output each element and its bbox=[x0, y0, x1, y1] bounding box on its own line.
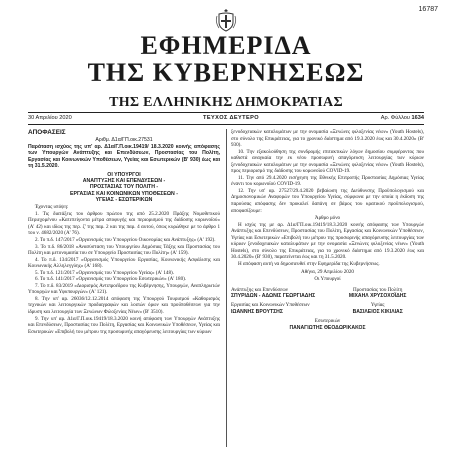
header-rule-bottom bbox=[28, 124, 424, 125]
recital-12: 12. Την υπ' αρ. 27527/29.4.2020 βεβαίωση της Διεύθυνσης Προϋπολογισμού και Δημοσιονομικών Αναφορών του Υπουργείου Υγείας, σύμφωνα με την οποία η έκδοση της παρούσας απόφασης δεν προκαλεί δαπάνη σε βάρος του κρατικού προϋπολογισμού, αποφασίζουμε: bbox=[231, 187, 424, 214]
issue-meta-row bbox=[28, 114, 424, 124]
signature-health: Υγείας ΒΑΣΙΛΕΙΟΣ ΚΙΚΙΛΙΑΣ bbox=[352, 302, 403, 315]
signature-interior: Εσωτερικών ΠΑΝΑΓΙΩΤΗΣ ΘΕΟΔΩΡΙΚΑΚΟΣ bbox=[289, 318, 366, 331]
place-date: Αθήνα, 29 Απριλίου 2020 bbox=[301, 269, 354, 276]
issue-date: 30 Απριλίου 2020 bbox=[28, 115, 72, 121]
signature-block bbox=[231, 287, 424, 331]
recital-9-continued: ξενοδοχειακών καταλυμάτων με την ονομασία «Ξενώνες φιλοξενίας νέων» (Youth Hostels), στο σύνολο της Επικράτειας, για το χρονικό διάστημα από 19.3.2020 έως και 30.4.2020» (Β' 930). bbox=[231, 129, 424, 149]
recital-6: 6. Το π.δ. 141/2017 «Οργανισμός του Υπουργείου Εσωτερικών» (Α' 180). bbox=[35, 276, 187, 283]
having-regard: Έχοντας υπόψη: bbox=[35, 204, 69, 211]
recital-8: 8. Την υπ' αρ. 26036/12.12.2014 απόφαση της Υπουργού Τουρισμού «Καθορισμός τεχνικών και λειτουργικών προδιαγραφών και λοιπών όρων και προϋποθέσεων για την ίδρυση και λειτουργία των Ξενώνων Φιλοξενίας Νέων» (Β' 3510). bbox=[28, 295, 220, 315]
recital-7: 7. Το π.δ. 83/2019 «Διορισμός Αντιπροέδρου της Κυβέρνησης, Υπουργών, Αναπληρωτών Υπουργών και Υφυπουργών» (Α' 121). bbox=[28, 282, 220, 296]
recital-9: 9. Την υπ' αρ. Δ1α/Γ.Π.οικ.19419/18.3.2020 κοινή απόφαση των Υπουργών Ανάπτυξης και Επενδύσεων, Προστασίας του Πολίτη, Εργασίας και Κοινωνικών Υποθέσεων, Υγείας και Εσωτερικών «Επιβολή του μέτρου της προσωρινής απαγόρευσης λειτουργίας των κύριων bbox=[28, 315, 220, 335]
gazette-title bbox=[0, 33, 452, 86]
document-number: Αριθμ. Δ1α/ΓΠ.οικ.27531 bbox=[95, 137, 153, 143]
recital-5: 5. Το π.δ. 121/2017 «Οργανισμός του Υπουργείου Υγείας» (Α' 148). bbox=[35, 269, 174, 276]
header-rule-top bbox=[28, 112, 424, 113]
column-divider bbox=[226, 129, 227, 447]
decision-title: Παράταση ισχύος της υπ' αρ. Δ1α/Γ.Π.οικ.19419/ 18.3.2020 κοινής απόφασης των Υπουργών Ανάπτυξης και Επενδύσεων, Προστασίας του Πολίτη, Εργασίας και Κοινωνικών Υποθέσεων, Υγείας και Εσωτερικών (Β' 930) έως και τη 31.5.2020. bbox=[28, 143, 220, 170]
recital-2: 2. Το π.δ. 147/2017 «Οργανισμός του Υπουργείου Οικονομίας και Ανάπτυξης» (Α' 192). bbox=[35, 236, 216, 243]
recital-11: 11. Την από 29.4.2020 εισήγηση της Εθνικής Επιτροπής Προστασίας Δημόσιας Υγείας έναντι του κορωνοϊού COVID-19. bbox=[231, 174, 424, 188]
issue-series: ΤΕΥΧΟΣ ΔΕΥΤΕΡΟ bbox=[203, 115, 259, 121]
gazette-title-line2: ΤΗΣ ΚΥΒΕΡΝΗΣΕΩΣ bbox=[87, 57, 365, 87]
recital-3: 3. Το π.δ. 86/2018 «Ανασύσταση του Υπουργείου Δημόσιας Τάξης και Προστασίας του Πολίτη και μετονομασία του σε Υπουργείο Προστασίας του Πολίτη» (Α' 159). bbox=[28, 243, 220, 257]
signature-citizen-protection: Προστασίας του Πολίτη ΜΙΧΑΗΛ ΧΡΥΣΟΧΟΪΔΗΣ bbox=[348, 286, 407, 299]
publication-order: Η απόφαση αυτή να δημοσιευθεί στην Εφημερίδα της Κυβερνήσεως. bbox=[238, 260, 380, 267]
recital-1: 1. Τις διατάξεις του άρθρου πρώτου της από 25.2.2020 Πράξης Νομοθετικού Περιεχομένου «Κατεπείγοντα μέτρα αποφυγής και περιορισμού της διάδοσης κορωνοϊού» (Α' 42) και ιδίως της περ. ζ' της παρ. 2 και της παρ. 4 αυτού, όπως κυρώθηκε με το άρθρο 1 του ν. 4682/2020 (Α' 76). bbox=[28, 210, 220, 237]
article-heading: Άρθρο μόνο bbox=[314, 215, 341, 222]
ministers-heading: ΟΙ ΥΠΟΥΡΓΟΙ ΑΝΑΠΤΥΞΗΣ ΚΑΙ ΕΠΕΝΔΥΣΕΩΝ - ΠΡΟΣΤΑΣΙΑΣ ΤΟΥ ΠΟΛΙΤΗ - ΕΡΓΑΣΙΑΣ ΚΑΙ ΚΟΙΝΩΝΙΚΩΝ ΥΠΟΘΕΣΕΩΝ - ΥΓΕΙΑΣ - ΕΣΩΤΕΡΙΚΩΝ bbox=[70, 171, 178, 203]
recital-10: 10. Την εξακολούθηση της συνδρομής επιτακτικών λόγων δημοσίου συμφέροντος που καθιστά αναγκαία την εκ νέου προσωρινή απαγόρευση λειτουργίας των κύριων ξενοδοχειακών καταλυμάτων με την ονομασία «Ξενώνες φιλοξενίας νέων» (Youth Hostels), προς περιορισμό της διάδοσης του κορωνοϊού COVID-19. bbox=[231, 148, 424, 175]
signature-development: Ανάπτυξης και Επενδύσεων ΣΠΥΡΙΔΩΝ - ΑΔΩΝΙΣ ΓΕΩΡΓΙΑΔΗΣ bbox=[231, 286, 316, 299]
ministers-label: Οι Υπουργοί bbox=[314, 276, 341, 283]
gazette-title-line1: ΕΦΗΜΕΡΙΔΑ bbox=[140, 31, 312, 60]
article-text: Η ισχύς της με αρ. Δ1α/ΓΠ.οικ.19419/18.3.2020 κοινής απόφασης των Υπουργών Ανάπτυξης και Επενδύσεων, Προστασίας του Πολίτη, Εργασίας και Κοινωνικών Υποθέσεων, Υγείας και Εσωτερικών «Επιβολή του μέτρου της προσωρινής απαγόρευσης λειτουργίας των κύριων ξενοδοχειακών καταλυμάτων με την ονομασία «Ξενώνες φιλοξενίας νέων» (Youth Hostels), στο σύνολο της Επικράτειας, για το χρονικό διάστημα από 19.3.2020 έως και 30.4.2020» (Β' 930), παρατείνεται έως και τη 31.5.2020. bbox=[231, 221, 424, 261]
left-column bbox=[28, 129, 220, 335]
signature-labour: Εργασίας και Κοινωνικών Υποθέσεων ΙΩΑΝΝΗΣ ΒΡΟΥΤΣΗΣ bbox=[231, 302, 310, 315]
recital-4: 4. Το π.δ. 134/2017 «Οργανισμός Υπουργείου Εργασίας, Κοινωνικής Ασφάλισης και Κοινωνικής Αλληλεγγύης» (Α' 168). bbox=[28, 256, 220, 270]
section-title: ΑΠΟΦΑΣΕΙΣ bbox=[28, 129, 66, 136]
sheet-number: Αρ. Φύλλου 1634 bbox=[380, 115, 424, 121]
page-number: 16787 bbox=[418, 6, 438, 13]
greek-coat-of-arms-icon bbox=[215, 8, 237, 32]
right-column bbox=[231, 129, 424, 331]
republic-subtitle: ΤΗΣ ΕΛΛΗΝΙΚΗΣ ΔΗΜΟΚΡΑΤΙΑΣ bbox=[109, 95, 343, 110]
